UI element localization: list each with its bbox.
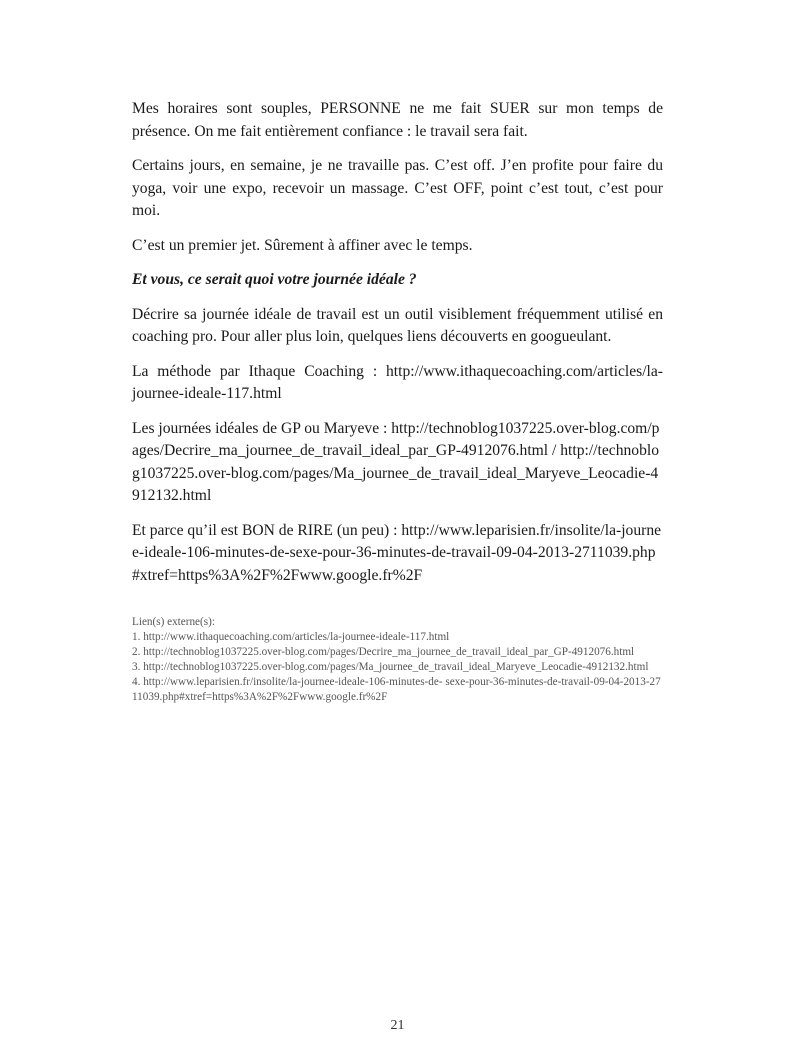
paragraph-first-draft: C’est un premier jet. Sûrement à affiner avec le temps. xyxy=(132,236,473,254)
external-link-4[interactable]: 4. http://www.leparisien.fr/insolite/la-journee-ideale-106-minutes-de- sexe-pour-36-minutes-de-travail-09-04-2013-2711039.php#xtref=https%3A%2F%2Fwww.google.fr%2F xyxy=(132,676,661,703)
external-link-3[interactable]: 3. http://technoblog1037225.over-blog.com/pages/Ma_journee_de_travail_ideal_Maryeve_Leocadie-4912132.html xyxy=(132,661,649,673)
paragraph-gp-maryeve-links: Les journées idéales de GP ou Maryeve : http://technoblog1037225.over-blog.com/pages/Decrire_ma_journee_de_travail_ideal_par_GP-4912076.html / http://technoblog1037225.over-blog.com/pages/Ma_journee_de_travail_ideal_Maryeve_Leocadie-4912132.html xyxy=(132,419,660,504)
external-links-list xyxy=(132,615,663,705)
paragraph-leparisien-link: Et parce qu’il est BON de RIRE (un peu) : http://www.leparisien.fr/insolite/la-journee-ideale-106-minutes-de-sexe-pour-36-minutes-de-travail-09-04-2013-2711039.php#xtref=https%3A%2F%2Fwww.google.fr%2F xyxy=(132,521,662,584)
paragraph-coaching-tool: Décrire sa journée idéale de travail est un outil visiblement fréquemment utilisé en coaching pro. Pour aller plus loin, quelques liens découverts en googueulant. xyxy=(132,305,663,345)
paragraph-ithaque-link: La méthode par Ithaque Coaching : http://www.ithaquecoaching.com/articles/la-journee-ideale-117.html xyxy=(132,362,663,402)
question-heading: Et vous, ce serait quoi votre journée idéale ? xyxy=(132,271,417,288)
external-links-label: Lien(s) externe(s): xyxy=(132,616,215,628)
page-body xyxy=(132,98,663,705)
paragraph-schedule: Mes horaires sont souples, PERSONNE ne me fait SUER sur mon temps de présence. On me fait entièrement confiance : le travail sera fait. xyxy=(132,100,663,140)
external-link-1[interactable]: 1. http://www.ithaquecoaching.com/articles/la-journee-ideale-117.html xyxy=(132,631,450,643)
external-link-2[interactable]: 2. http://technoblog1037225.over-blog.com/pages/Decrire_ma_journee_de_travail_ideal_par_GP-4912076.html xyxy=(132,646,635,658)
paragraph-days-off: Certains jours, en semaine, je ne travaille pas. C’est off. J’en profite pour faire du yoga, voir une expo, recevoir un massage. C’est OFF, point c’est tout, c’est pour moi. xyxy=(132,157,663,219)
page-number: 21 xyxy=(390,1018,405,1033)
